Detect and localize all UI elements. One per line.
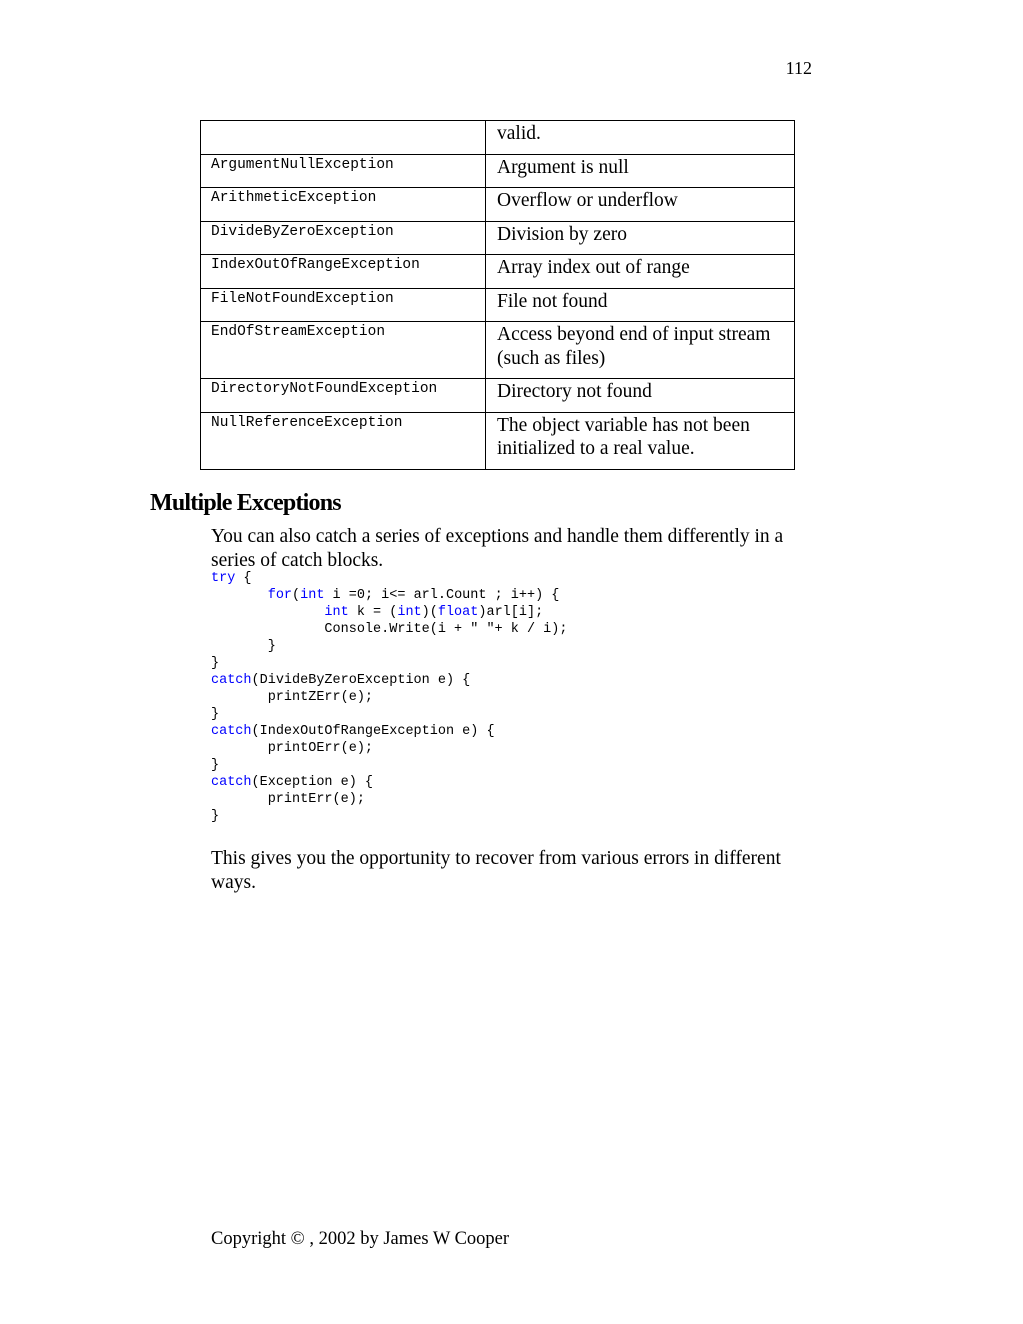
exception-name-cell: IndexOutOfRangeException — [201, 255, 486, 289]
table-row — [201, 322, 795, 379]
table-row — [201, 379, 795, 413]
code-text — [211, 605, 324, 620]
page-number: 112 — [785, 58, 812, 78]
code-text: } — [211, 707, 220, 722]
table-row — [201, 412, 795, 469]
code-line — [211, 774, 567, 791]
copyright-footer: Copyright © , 2002 by James W Cooper — [211, 1229, 510, 1249]
code-line — [211, 638, 567, 655]
code-line — [211, 587, 567, 604]
exception-name-cell: EndOfStreamException — [201, 322, 486, 379]
table-row — [201, 121, 795, 155]
code-line — [211, 706, 567, 723]
code-text: } — [211, 809, 220, 824]
exception-name-cell: NullReferenceException — [201, 412, 486, 469]
code-text: )( — [421, 605, 438, 620]
code-keyword: catch — [211, 673, 252, 688]
exception-name-cell: ArgumentNullException — [201, 154, 486, 188]
code-text: { — [235, 571, 252, 586]
code-text: k = ( — [348, 605, 398, 620]
code-text: (IndexOutOfRangeException e) { — [251, 724, 495, 739]
exception-description-cell: Division by zero — [486, 221, 795, 255]
exception-description-cell: Array index out of range — [486, 255, 795, 289]
code-line — [211, 621, 567, 638]
exception-name-cell: ArithmeticException — [201, 188, 486, 222]
code-keyword: int — [397, 605, 422, 620]
code-text: Console.Write(i + " "+ k / i); — [211, 622, 568, 637]
exception-description-cell: File not found — [486, 288, 795, 322]
exception-name-cell: DivideByZeroException — [201, 221, 486, 255]
code-text: printErr(e); — [211, 792, 365, 807]
exception-description-cell: Overflow or underflow — [486, 188, 795, 222]
code-keyword: int — [324, 605, 349, 620]
table-row — [201, 221, 795, 255]
code-text: printOErr(e); — [211, 741, 374, 756]
code-line — [211, 757, 567, 774]
code-line — [211, 604, 567, 621]
code-line — [211, 723, 567, 740]
code-line — [211, 740, 567, 757]
code-text: (Exception e) { — [251, 775, 374, 790]
code-line — [211, 672, 567, 689]
code-keyword: int — [300, 588, 325, 603]
code-text: ( — [292, 588, 301, 603]
code-line — [211, 808, 567, 825]
code-keyword: float — [437, 605, 479, 620]
code-text: )arl[i]; — [478, 605, 544, 620]
code-text: (DivideByZeroException e) { — [251, 673, 471, 688]
code-text: i =0; i<= arl.Count ; i++) { — [324, 588, 560, 603]
table-row — [201, 288, 795, 322]
exception-name-cell: DirectoryNotFoundException — [201, 379, 486, 413]
exception-description-cell: Access beyond end of input stream (such as files) — [486, 322, 795, 379]
exception-description-cell: valid. — [486, 121, 795, 155]
code-text: } — [211, 758, 220, 773]
code-text — [211, 588, 268, 603]
code-block — [211, 570, 567, 825]
code-keyword: catch — [211, 724, 252, 739]
outro-paragraph: This gives you the opportunity to recover from various errors in different ways. — [211, 848, 781, 893]
exception-description-cell: Directory not found — [486, 379, 795, 413]
code-line — [211, 570, 567, 587]
code-line — [211, 689, 567, 706]
code-line — [211, 655, 567, 672]
code-keyword: for — [267, 588, 293, 603]
intro-paragraph: You can also catch a series of exceptions and handle them differently in a series of catch blocks. — [211, 526, 784, 571]
code-text: } — [211, 639, 276, 654]
exception-description-cell: The object variable has not been initialized to a real value. — [486, 412, 795, 469]
exception-name-cell: FileNotFoundException — [201, 288, 486, 322]
code-keyword: catch — [211, 775, 252, 790]
exceptions-table — [200, 120, 795, 470]
exceptions-table-body — [201, 121, 795, 470]
exception-description-cell: Argument is null — [486, 154, 795, 188]
code-keyword: try — [211, 571, 236, 586]
table-row — [201, 255, 795, 289]
section-title: Multiple Exceptions — [150, 490, 341, 516]
code-line — [211, 791, 567, 808]
table-row — [201, 188, 795, 222]
code-text: } — [211, 656, 220, 671]
exception-name-cell — [201, 121, 486, 155]
table-row — [201, 154, 795, 188]
code-text: printZErr(e); — [211, 690, 374, 705]
